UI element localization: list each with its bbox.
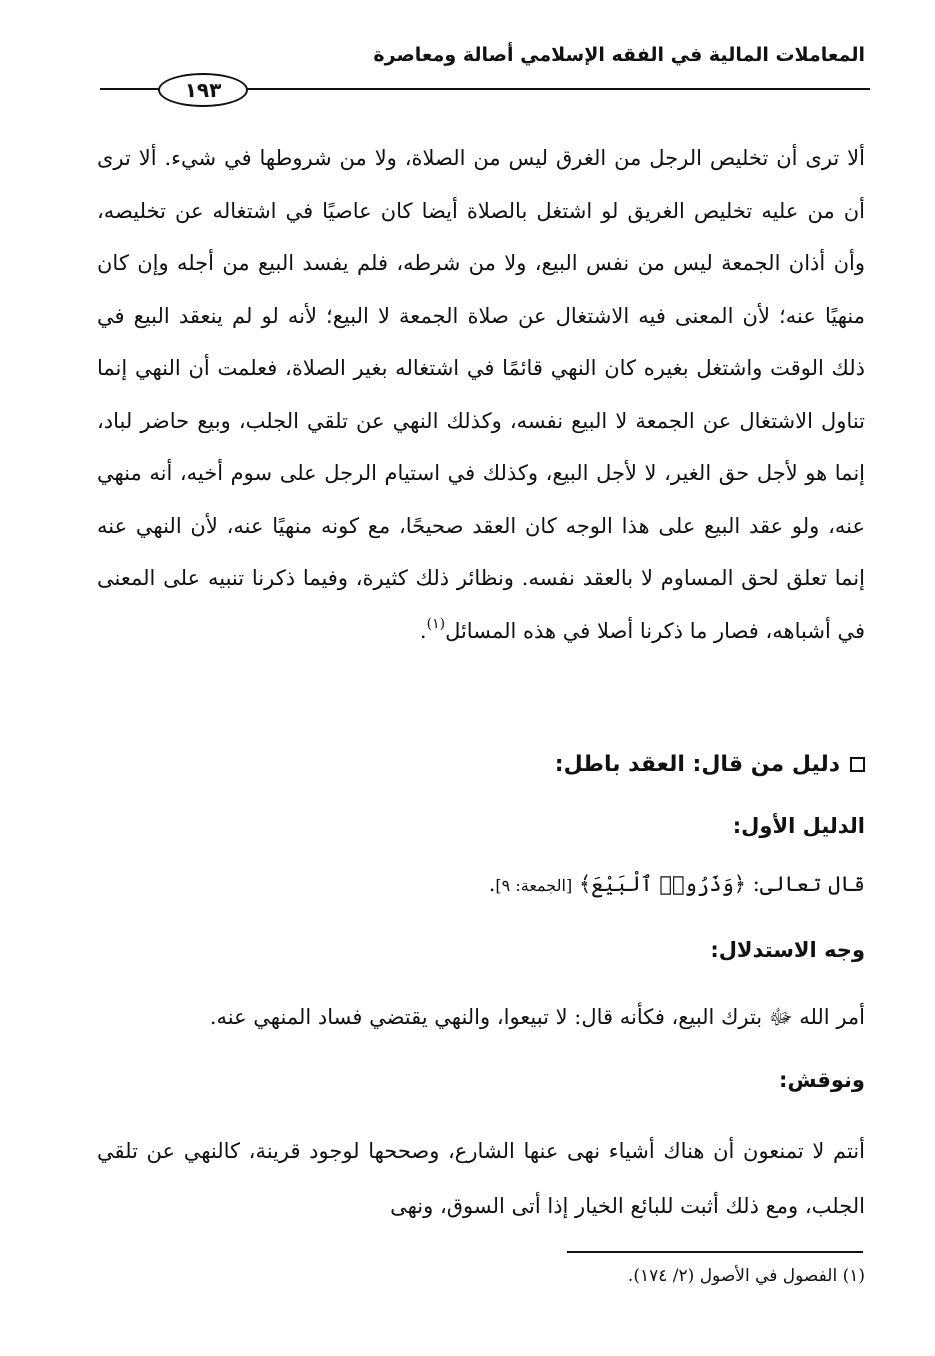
inference-text: أمر الله ﷻ بترك البيع، فكأنه قال: لا تبيعوا، والنهي يقتضي فساد المنهي عنه. (209, 1005, 865, 1029)
quote-intro: قال تعالى: (752, 872, 865, 896)
paragraph-2: أنتم لا تمنعون أن هناك أشياء نهى عنها الشارع، وصححها لوجود قرينة، كالنهي عن تلقي الجلب، ومع ذلك أثبت للبائع الخيار إذا أتى السوق، ونهى (97, 1139, 865, 1218)
footnote (97, 1266, 865, 1286)
section-heading (97, 752, 865, 777)
inference-heading: وجه الاستدلال: (710, 938, 865, 962)
quote-end: . (488, 872, 496, 896)
first-evidence-heading: الدليل الأول: (732, 814, 865, 838)
quran-quote-line (97, 872, 865, 896)
section-heading-text: دليل من قال: العقد باطل: (554, 752, 840, 777)
main-text (97, 132, 865, 657)
quran-citation: [الجمعة: ٩] (495, 876, 573, 895)
footnote-marker: (١) (842, 1266, 865, 1286)
square-bullet-icon (850, 757, 865, 772)
paragraph-1-text: ألا ترى أن تخليص الرجل من الغرق ليس من الصلاة، ولا من شروطها في شيء. ألا ترى أن من عليه تخليص الغريق لو اشتغل بالصلاة أيضا كان عاصيًا في اشتغاله عن تخليصه، وأن أذان الجمعة ليس من نفس البيع، ولا من شرطه، فلم يفسد البيع من أجله وإن كان منهيًا عنه؛ لأن المعنى فيه الاشتغال عن صلاة الجمعة لا البيع؛ لأنه لو لم ينعقد البيع في ذلك الوقت واشتغل بغيره كان النهي قائمًا في اشتغاله بغير الصلاة، فعلمت أن النهي إنما تناول الاشتغال عن الجمعة لا البيع نفسه، وكذلك النهي عن تلقي الجلب، وبيع حاضر لباد، إنما هو لأجل حق الغير، لا لأجل البيع، وكذلك في استيام الرجل على سوم أخيه، أنه منهي عنه، ولو عقد البيع على هذا الوجه كان العقد صحيحًا، مع كونه منهيًا عنه، لأن النهي عنه إنما تعلق لحق المساوم لا بالعقد نفسه. ونظائر ذلك كثيرة، وفيما ذكرنا تنبيه على المعنى في أشباهه، فصار ما ذكرنا أصلا في هذه المسائل (97, 146, 865, 643)
paragraph-1 (97, 132, 865, 657)
quran-verse: ﴿وَذَرُوا۟ ٱلْبَيْعَ﴾ (578, 872, 747, 896)
footnote-text: الفصول في الأصول (٢/ ١٧٤). (627, 1266, 838, 1286)
running-title: المعاملات المالية في الفقه الإسلامي أصالة ومعاصرة (373, 44, 865, 66)
discussion-heading: ونوقش: (779, 1068, 865, 1092)
footnote-rule (567, 1251, 863, 1253)
footnote-reference: (١) (426, 615, 446, 632)
page-number: ١٩٣ (158, 73, 248, 107)
paragraph-1-end: . (419, 618, 427, 643)
